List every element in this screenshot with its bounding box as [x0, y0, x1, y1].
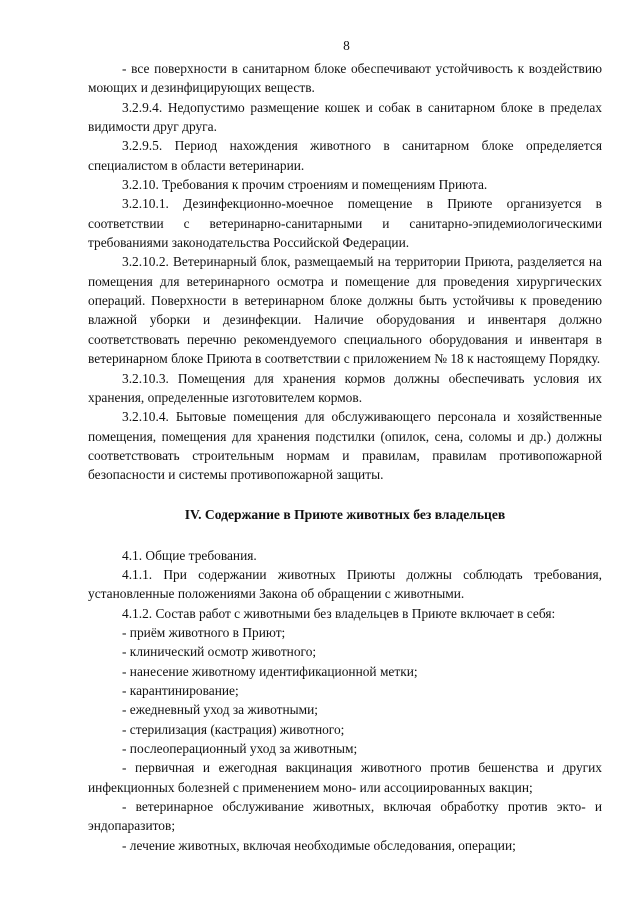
document-page [88, 36, 602, 855]
paragraph: 4.1.1. При содержании животных Приюты должны соблюдать требования, установленные положениями Закона об обращении с животными. [88, 566, 602, 602]
section-three-text [88, 59, 602, 485]
section-heading: IV. Содержание в Приюте животных без владельцев [184, 506, 506, 522]
list-item: - нанесение животному идентификационной метки; [122, 663, 418, 679]
paragraph: 4.1.2. Состав работ с животными без владельцев в Приюте включает в себя: [122, 605, 556, 621]
list-item: - первичная и ежегодная вакцинация животного против бешенства и других инфекционных болезней с применением моно- или ассоциированных вакцин; [88, 760, 602, 795]
paragraph: 3.2.10.2. Ветеринарный блок, размещаемый на территории Приюта, разделяется на помещения для ветеринарного осмотра и помещение для проведения хирургических операций. Поверхности в ветеринарном блоке должны быть устойчивы к проведению влажной уборки и дезинфекции. Наличие оборудования и инвентаря должно соответствовать перечню рекомендуемого специального оборудования и инвентаря в ветеринарном блоке Приюта в соответствии с приложением № 18 к настоящему Порядку. [88, 254, 602, 367]
paragraph: 4.1. Общие требования. [122, 547, 257, 563]
list-item: - послеоперационный уход за животным; [122, 741, 358, 756]
list-item: - карантинирование; [122, 682, 239, 698]
list-item: - ветеринарное обслуживание животных, включая обработку против экто- и эндопаразитов; [88, 799, 602, 834]
list-item: - стерилизация (кастрация) животного; [122, 721, 345, 737]
list-item: - клинический осмотр животного; [122, 644, 317, 660]
paragraph: 3.2.10.3. Помещения для хранения кормов должны обеспечивать условия их хранения, определенные изготовителем кормов. [88, 370, 602, 405]
paragraph: - все поверхности в санитарном блоке обеспечивают устойчивость к воздействию моющих и дезинфицирующих веществ. [88, 61, 602, 96]
page-number: 8 [343, 38, 350, 53]
list-item: - приём животного в Приют; [122, 624, 286, 640]
paragraph: 3.2.9.4. Недопустимо размещение кошек и собак в санитарном блоке в пределах видимости друг друга. [88, 99, 602, 135]
paragraph: 3.2.10. Требования к прочим строениям и помещениям Приюта. [122, 177, 488, 193]
section-four-text [88, 546, 602, 856]
paragraph: 3.2.10.1. Дезинфекционно-моечное помещение в Приюте организуется в соответствии с ветеринарно-санитарными и санитарно-эпидемиологическими требованиями законодательства Российской Федерации. [88, 196, 602, 251]
list-item: - ежедневный уход за животными; [122, 702, 318, 718]
list-item: - лечение животных, включая необходимые обследования, операции; [122, 837, 516, 853]
paragraph: 3.2.10.4. Бытовые помещения для обслуживающего персонала и хозяйственные помещения, помещения для хранения подстилки (опилок, сена, соломы и др.) должны соответствовать строительным нормам и правилам, правилам противопожарной безопасности и системы противопожарной защиты. [88, 409, 602, 483]
paragraph: 3.2.9.5. Период нахождения животного в санитарном блоке определяется специалистом в области ветеринарии. [88, 138, 602, 173]
